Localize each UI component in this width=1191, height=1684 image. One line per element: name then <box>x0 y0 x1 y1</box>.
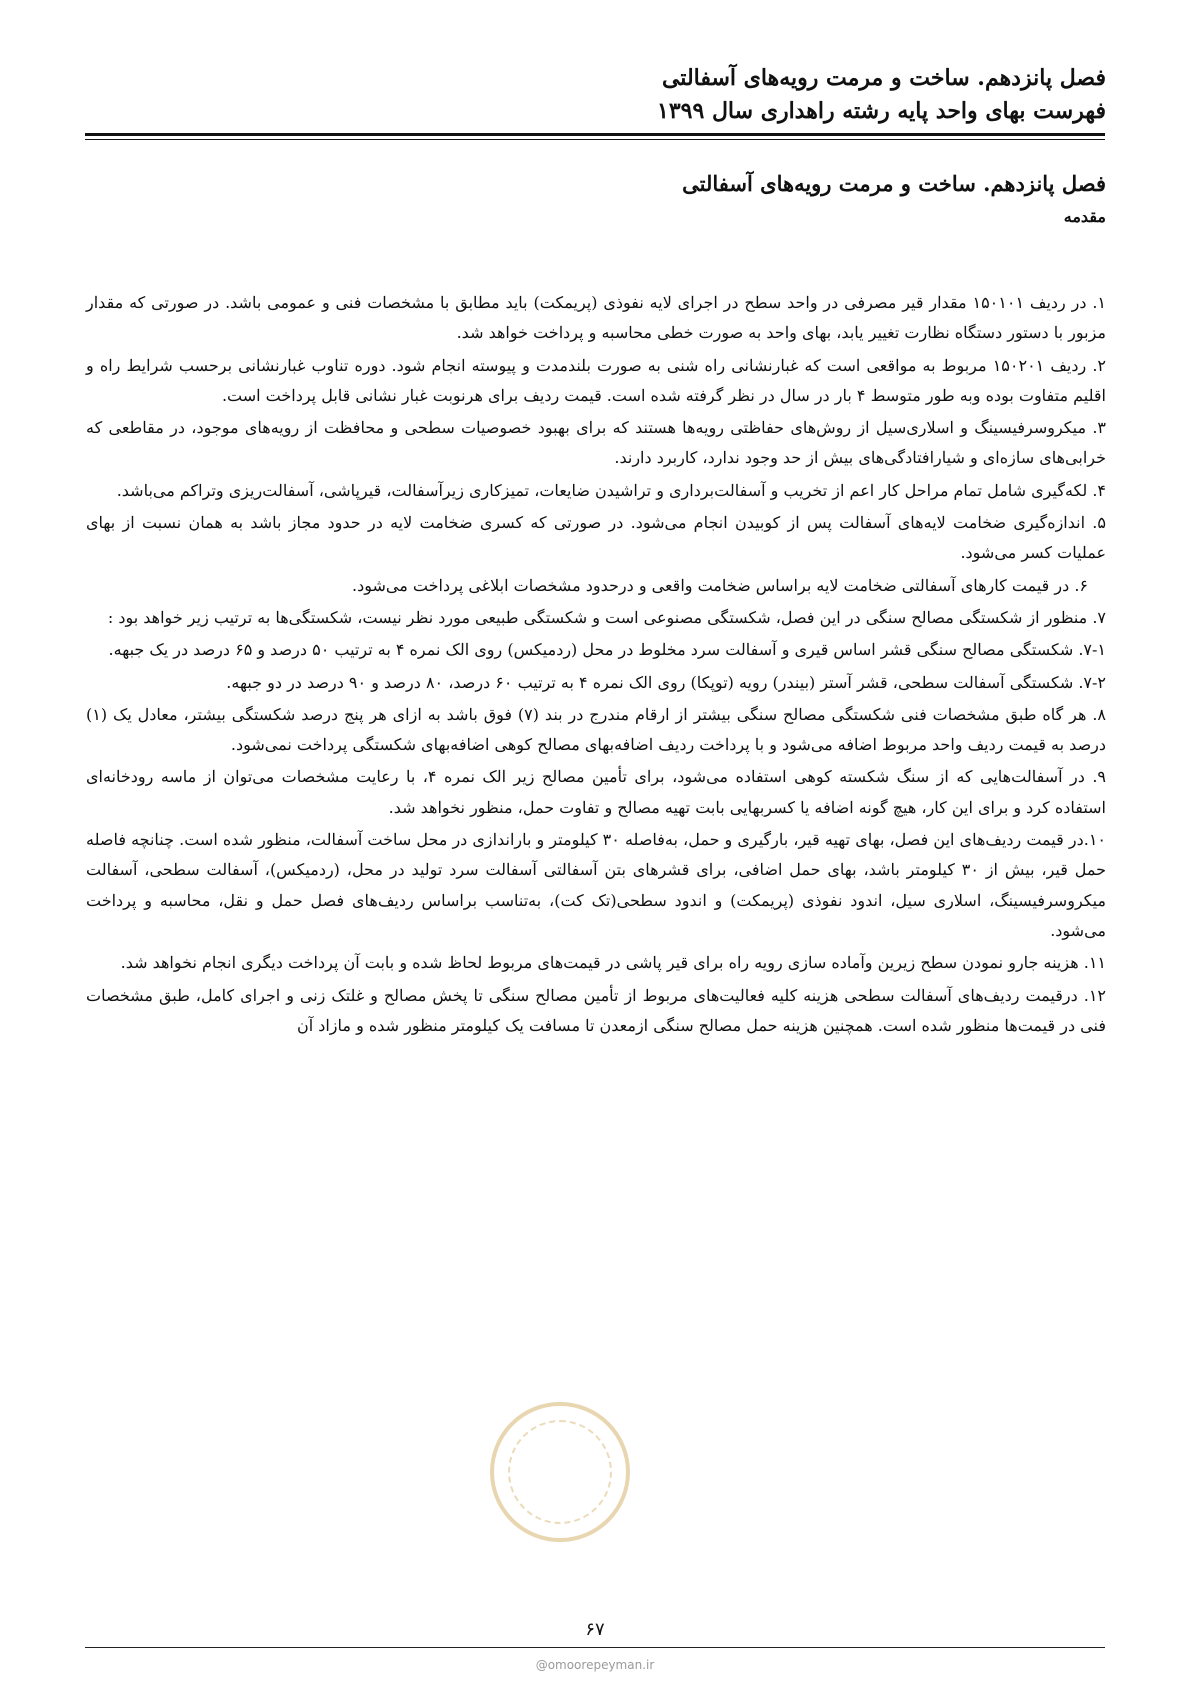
paragraph-11: ۱۱. هزینه جارو نمودن سطح زیرین وآماده سازی رویه راه برای قیر پاشی در قیمت‌های مربوط لحاظ شده و بابت آن پرداخت دیگری انجام نخواهد شد. <box>120 953 1106 973</box>
site-watermark: @omoorepeyman.ir <box>535 1658 655 1672</box>
section-title: مقدمه <box>1063 207 1106 226</box>
footer-rule <box>85 1647 1105 1648</box>
paragraph-10: ۱۰.در قیمت ردیف‌های این فصل، بهای تهیه قیر، بارگیری و حمل، به‌فاصله ۳۰ کیلومتر و باراندازی در محل ساخت آسفالت، منظور شده است. چنانچه فاصله حمل قیر، بیش از ۳۰ کیلومتر باشد، بهای حمل اضافی، برای قشرهای بتن آسفالتی آسفالت سرد تولید در محل، (ردمیکس)، آسفالت سطحی، آسفالت میکروسرفیسینگ، اسلاری سیل، اندود نفوذی (پریمکت) و اندود سطحی(تک کت)، به‌تناسب براساس ردیف‌های فصل حمل و نقل، محاسبه و پرداخت می‌شود. <box>86 830 1107 940</box>
header-title-line2: فهرست بهای واحد پایه رشته راهداری سال ۱۳۹۹ <box>657 98 1106 124</box>
page-number: ۶۷ <box>585 1619 605 1640</box>
paragraph-6: ۶. در قیمت کارهای آسفالتی ضخامت لایه براساس ضخامت واقعی و درحدود مشخصات ابلاغی پرداخت می‌شود. <box>352 575 1088 595</box>
chapter-title: فصل پانزدهم. ساخت و مرمت رویه‌های آسفالتی <box>682 171 1106 196</box>
paragraph-7: ۷. منظور از شکستگی مصالح سنگی در این فصل، شکستگی مصنوعی است و شکستگی طبیعی مورد نظر نیست، شکستگی‌ها به ترتیب زیر خواهد بود : <box>107 607 1106 627</box>
watermark-seal-logo <box>490 1402 630 1542</box>
paragraph-1: ۱. در ردیف ۱۵۰۱۰۱ مقدار قیر مصرفی در واحد سطح در اجرای لایه نفوذی (پریمکت) باید مطابق با مشخصات فنی و عمومی باشد. در صورتی که مقدار مزبور با دستور دستگاه نظارت تغییر یابد، بهای واحد به صورت خطی محاسبه و پرداخت خواهد شد. <box>86 293 1107 343</box>
paragraph-5: ۵. اندازه‌گیری ضخامت لایه‌های آسفالت پس از کوبیدن انجام می‌شود. در صورتی که کسری ضخامت لایه در حدود مجاز باشد به همان نسبت از بهای عملیات کسر می‌شود. <box>86 513 1106 563</box>
seal-inner-ring <box>508 1420 612 1524</box>
paragraph-7-2: ۷-۲. شکستگی آسفالت سطحی، قشر آستر (بیندر) رویه (توپکا) روی الک نمره ۴ به ترتیب ۶۰ درصد، ۸۰ درصد و ۹۰ درصد در دو جبهه. <box>226 672 1106 692</box>
header-rule-thin <box>85 139 1105 140</box>
header-title-line1: فصل پانزدهم. ساخت و مرمت رویه‌های آسفالتی <box>661 65 1106 91</box>
header-rule-thick <box>85 133 1105 136</box>
paragraph-3: ۳. میکروسرفیسینگ و اسلاری‌سیل از روش‌های حفاظتی رویه‌ها هستند که برای بهبود خصوصیات سطحی و محافظت از رویه‌های موجود، در مقاطعی که خرابی‌های سازه‌ای و شیارافتادگی‌های بیش از حد وجود ندارد، کاربرد دارند. <box>86 418 1106 468</box>
paragraph-12: ۱۲. درقیمت ردیف‌های آسفالت سطحی هزینه کلیه فعالیت‌های مربوط از تأمین مصالح سنگی تا پخش مصالح و غلتک زنی و اجرای کامل، طبق مشخصات فنی در قیمت‌ها منظور شده است. همچنین هزینه حمل مصالح سنگی ازمعدن تا مسافت یک کیلومتر منظور شده و مازاد آن <box>86 985 1106 1035</box>
body-text <box>86 288 1106 1043</box>
paragraph-8: ۸. هر گاه طبق مشخصات فنی شکستگی مصالح سنگی بیشتر از ارقام مندرج در بند (۷) فوق باشد به ازای هر پنج درصد شکستگی بیشتر، معادل یک (۱) درصد به قیمت ردیف واحد مربوط اضافه می‌شود و با پرداخت ردیف اضافه‌بهای مصالح کوهی اضافه‌بهای شکستگی پرداخت نمی‌شود. <box>86 704 1106 755</box>
paragraph-9: ۹. در آسفالت‌هایی که از سنگ شکسته کوهی استفاده می‌شود، برای تأمین مصالح زیر الک نمره ۴، با رعایت مشخصات می‌توان از ماسه رودخانه‌ای استفاده کرد و برای این کار، هیچ گونه اضافه یا کسربهایی بابت تهیه مصالح و تفاوت حمل، منظور نخواهد شد. <box>86 767 1106 817</box>
paragraph-2: ۲. ردیف ۱۵۰۲۰۱ مربوط به مواقعی است که غبارنشانی راه شنی به صورت بلندمدت و پیوسته انجام شود. دوره تناوب غبارنشانی برحسب شرایط راه و اقلیم متفاوت بوده وبه طور متوسط ۴ بار در سال در نظر گرفته شده است. قیمت ردیف برای هرنوبت غبار نشانی قابل پرداخت است. <box>86 355 1106 405</box>
running-header <box>86 62 1106 128</box>
paragraph-7-1: ۷-۱. شکستگی مصالح سنگی قشر اساس قیری و آسفالت سرد مخلوط در محل (ردمیکس) روی الک نمره ۴ به ترتیب ۵۰ درصد و ۶۵ درصد در یک جبهه. <box>108 640 1106 660</box>
paragraph-4: ۴. لکه‌گیری شامل تمام مراحل کار اعم از تخریب و آسفالت‌برداری و تراشیدن ضایعات، تمیزکاری زیرآسفالت، قیرپاشی، آسفالت‌ریزی وتراکم می‌باشد. <box>116 480 1106 500</box>
